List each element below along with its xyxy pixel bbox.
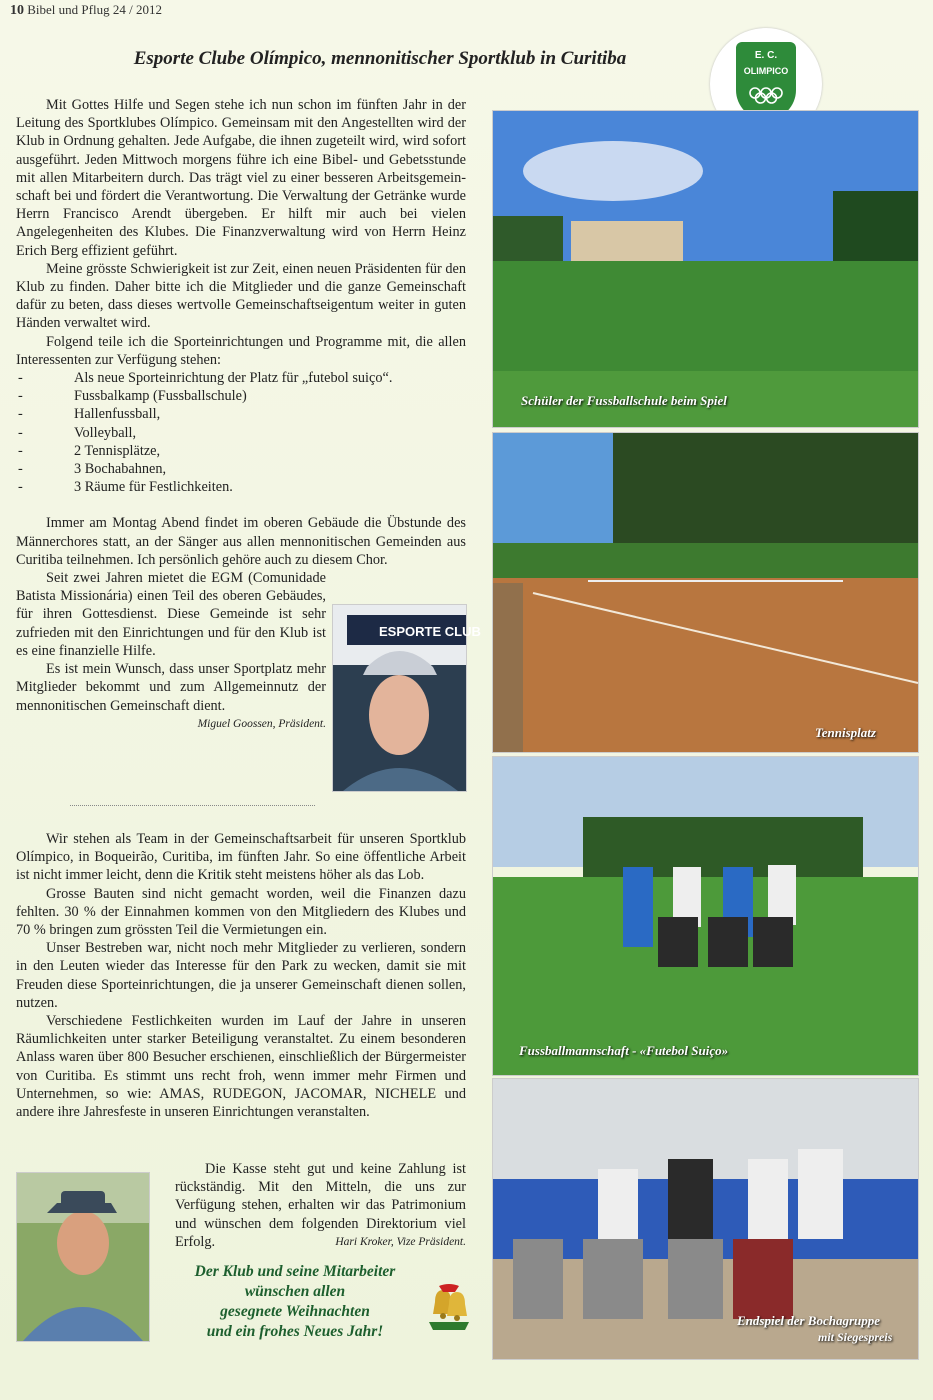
list-item: - 3 Räume für Festlichkeiten. xyxy=(16,478,466,496)
portrait-president-photo xyxy=(332,604,481,792)
portrait-sign-text: ESPORTE CLUB xyxy=(379,624,481,639)
signature-vice-president: Hari Kroker, Vize Präsident. xyxy=(335,1235,466,1248)
paragraph: Wir stehen als Team in der Gemeinschaftsarbeit für unseren Sportklub Olímpico, in Boqueirão, Curitiba, im fünften Jahr. So eine öffentliche Arbeit ist nicht immer leicht, denn die Kritik steht meistens höher als das Lob. xyxy=(16,831,466,884)
christmas-greeting xyxy=(150,1262,440,1342)
paragraph xyxy=(175,1160,466,1251)
team-image xyxy=(493,757,918,1075)
paragraph: Folgend teile ich die Sporteinrichtungen und Programme mit, die allen Interessenten zur Verfügung stehen: xyxy=(16,333,466,368)
signature-president: Miguel Goossen, Präsident. xyxy=(197,717,326,730)
olympic-rings-icon xyxy=(748,86,784,106)
list-item: - Als neue Sporteinrichtung der Platz für „futebol suiço“. xyxy=(16,369,466,387)
photo-caption: Schüler der Fussballschule beim Spiel xyxy=(521,393,727,408)
photo-caption: Fussballmannschaft - «Futebol Suiço» xyxy=(519,1043,729,1058)
paragraph: Immer am Montag Abend findet im oberen Gebäude die Übstunde des Männerchores statt, an der Sänger aus allen mennonitischen Gemeinden aus Curitiba teilnehmen. Ich persönlich gehöre auch zu diesem Chor. xyxy=(16,515,466,568)
logo-text-ec: E. C. xyxy=(754,50,778,61)
portrait-vice-president-photo xyxy=(16,1172,150,1342)
publication-name: Bibel und Pflug 24 / 2012 xyxy=(27,2,162,17)
portrait-image xyxy=(333,605,481,791)
section-divider xyxy=(70,805,315,806)
article-section-closing xyxy=(175,1160,466,1251)
greeting-line: gesegnete Weihnachten xyxy=(220,1303,370,1320)
portrait-image xyxy=(17,1173,149,1341)
article-title: Esporte Clube Olímpico, mennonitischer Sportklub in Curitiba xyxy=(133,48,627,69)
photo-caption: mit Siegespreis xyxy=(818,1330,893,1344)
article-section-vice-president xyxy=(16,830,466,1121)
football-field-photo xyxy=(492,110,919,428)
tennis-court-photo xyxy=(492,432,919,753)
paragraph: Mit Gottes Hilfe und Segen stehe ich nun schon im fünften Jahr in der Leitung des Sportklubes Olímpico. Gemeinsam mit den Angestellten wird der Klub in Ordnung gehalten. Jede Aufgabe, die ihnen zugeteilt wird, wird sofort ausgeführt. Jeden Mittwoch morgens führe ich eine Bibel- und Gebetsstunde mit allen Mitarbeitern durch. Das trägt viel zu einer besseren Arbeitsgemein-schaft bei und fördert die Verantwortung. Die Verwaltung der Getränke wurde Herrn Francisco Arendt übergeben. Er hilft mir auch bei vielen Angelegenheiten des Klubes. Die Finanzverwaltung wird von Herrn Heinz Erich Berg effizient geführt. xyxy=(16,97,466,259)
paragraph: Meine grösste Schwierigkeit ist zur Zeit, einen neuen Präsidenten für den Klub zu finden. Daher bitte ich die Mitglieder und die ganze Gemeinschaft dafür zu beten, dass dieses wertvolle Gemeinschaftseigentum weiter in guten Händen verwaltet wird. xyxy=(16,260,466,332)
greeting-line: Der Klub und seine Mitarbeiter xyxy=(194,1263,396,1280)
bocha-group-photo xyxy=(492,1078,919,1360)
shield-icon xyxy=(736,42,796,120)
list-item: - 2 Tennisplätze, xyxy=(16,442,466,460)
paragraph-text: Die Kasse steht gut und keine Zahlung ist rückständig. Mit den Mitteln, die uns zur Verfügung stehen, erhalten wir das Patrimonium und wünschen dem folgenden Direktorium viel Erfolg. xyxy=(175,1161,466,1250)
paragraph xyxy=(16,660,326,730)
football-team-photo xyxy=(492,756,919,1076)
list-item: - 3 Bochabahnen, xyxy=(16,460,466,478)
paragraph: Unser Bestreben war, nicht noch mehr Mitglieder zu verlieren, sondern in den Leuten wieder das Interesse für den Park zu wecken, damit sie mit Freuden diese Sporteinrichtungen, die ja unserer Gemeinschaft dienen sollen, nutzen. xyxy=(16,940,466,1011)
paragraph: Verschiedene Festlichkeiten wurden im Lauf der Jahre in unseren Räumlichkeiten unter starker Beteiligung veranstaltet. Zu einem besonderen Anlass waren über 800 Besucher erschienen, einschließlich der Bürgermeister von Curitiba. Es stimmt uns recht froh, wenn immer mehr Firmen und Unternehmen, so wie: AMAS, RUDEGON, JACOMAR, NICHELE und andere ihre Jahresfeste in unseren Einrichtungen veranstalten. xyxy=(16,1013,466,1121)
paragraph: Seit zwei Jahren mietet die EGM (Comunidade Batista Missionária) einen Teil des oberen Gebäudes, für ihren Gottesdienst. Diese Gemeinde ist sehr zufrieden mit den Einrichtungen und für den Klub ist es eine finanzielle Hilfe. xyxy=(16,570,326,659)
christmas-bells-icon xyxy=(425,1282,473,1332)
photo-caption: Endspiel der Bochagruppe xyxy=(737,1313,881,1328)
tennis-image xyxy=(493,433,918,752)
greeting-line: wünschen allen xyxy=(244,1283,346,1300)
page-number: 10 xyxy=(10,3,24,18)
list-item: - Hallenfussball, xyxy=(16,405,466,423)
facilities-list xyxy=(16,369,466,496)
list-item: - Volleyball, xyxy=(16,424,466,442)
field-image xyxy=(493,111,918,427)
page-header xyxy=(10,2,162,19)
paragraph: Grosse Bauten sind nicht gemacht worden, weil die Finanzen dazu fehlten. 30 % der Einnahmen kommen von den Mitgliedern des Klubes und 70 % bringen zum grössten Teil die Vermietungen ein. xyxy=(16,885,466,939)
greeting-line: und ein frohes Neues Jahr! xyxy=(206,1323,384,1340)
paragraph-text: Es ist mein Wunsch, dass unser Sportplatz mehr Mitglieder bekommt und zum Allgemeinnutz der mennonitischen Gemeinschaft dient. xyxy=(16,661,326,714)
list-item: - Fussbalkamp (Fussballschule) xyxy=(16,387,466,405)
logo-text-olimpico: OLIMPICO xyxy=(743,66,789,76)
photo-caption: Tennisplatz xyxy=(815,725,876,740)
